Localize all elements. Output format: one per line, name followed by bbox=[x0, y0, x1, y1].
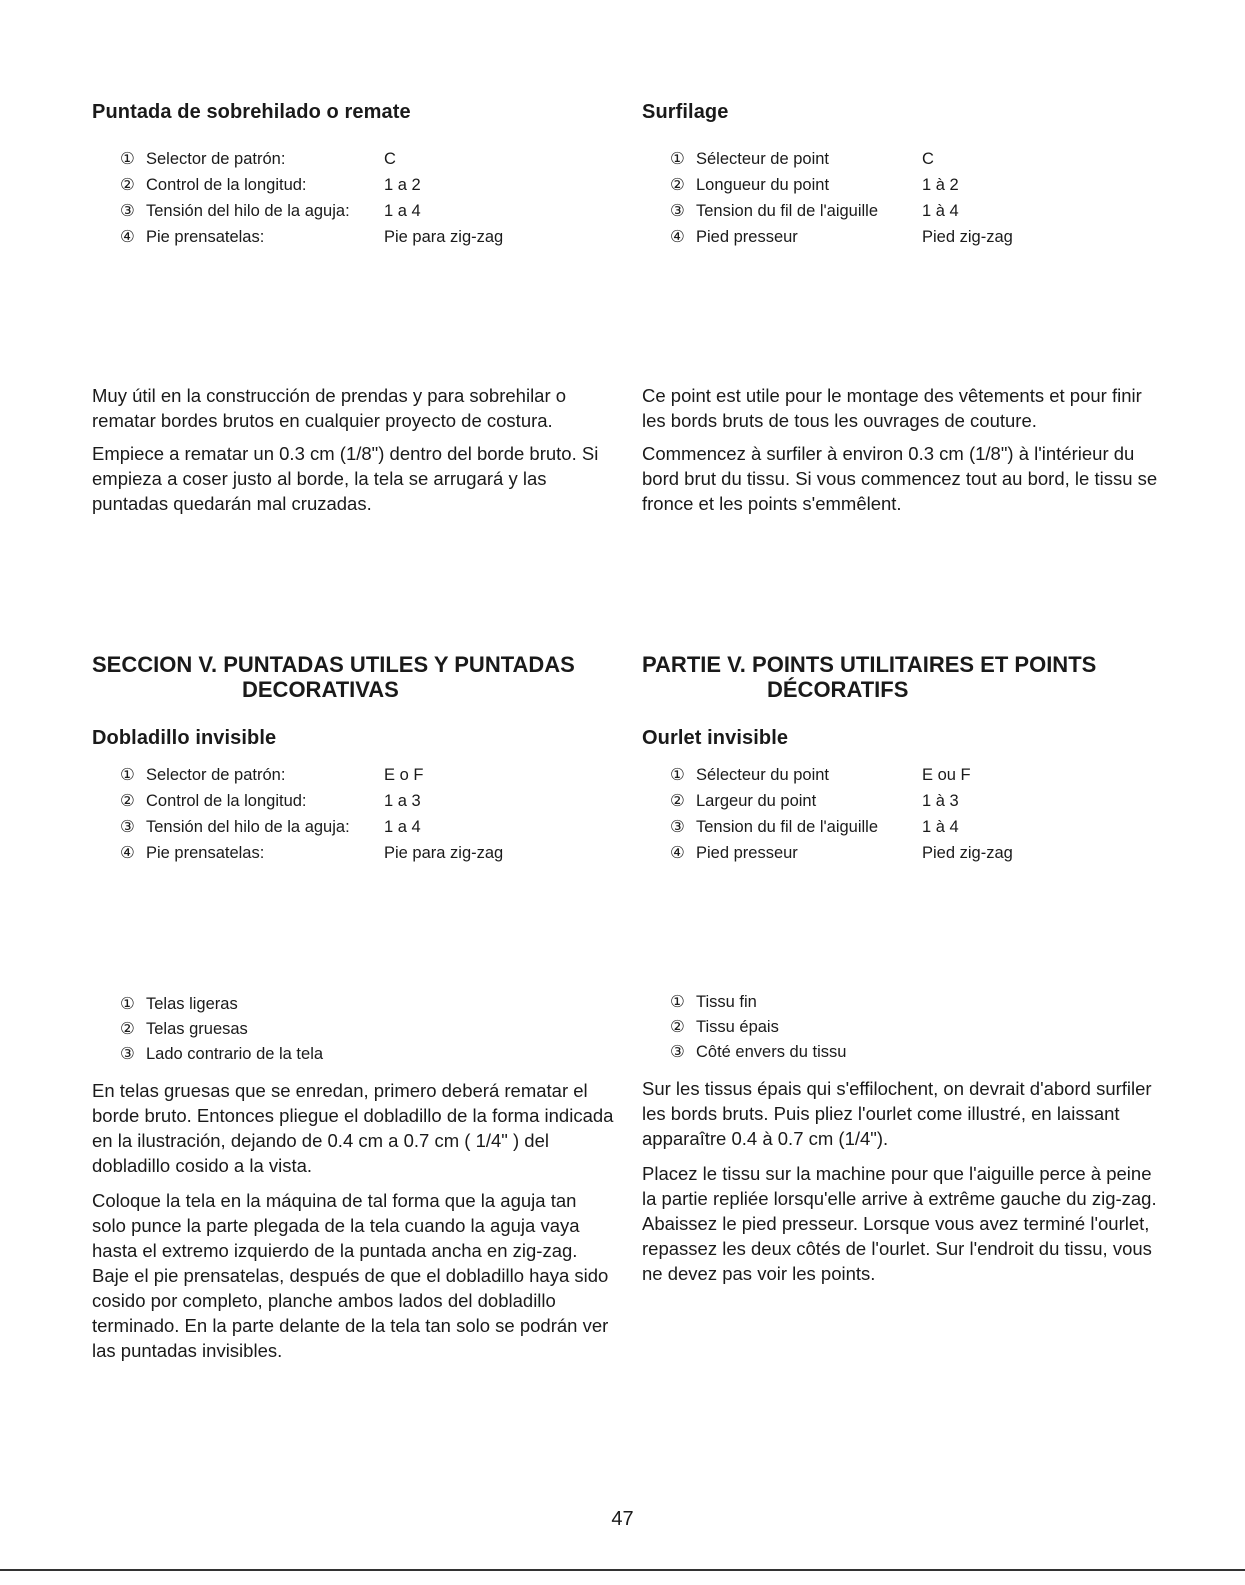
step-number: ② bbox=[120, 176, 135, 194]
fr-overlock-title: Surfilage bbox=[642, 101, 729, 123]
setting-value: Pied zig-zag bbox=[922, 228, 1013, 246]
step-number: ① bbox=[670, 150, 685, 168]
legend-number: ② bbox=[670, 1018, 685, 1036]
section-line-1: SECCION V. PUNTADAS UTILES Y PUNTADAS bbox=[92, 652, 575, 677]
setting-label: Selector de patrón: bbox=[146, 150, 286, 168]
legend-item bbox=[120, 1017, 323, 1042]
settings-row bbox=[120, 146, 600, 172]
setting-value: E ou F bbox=[922, 766, 971, 784]
legend-number: ② bbox=[120, 1020, 135, 1038]
settings-row bbox=[120, 224, 600, 250]
settings-row bbox=[120, 198, 600, 224]
legend-item bbox=[120, 992, 323, 1017]
legend-item bbox=[120, 1042, 323, 1067]
setting-label: Tensión del hilo de la aguja: bbox=[146, 202, 350, 220]
step-number: ② bbox=[670, 792, 685, 810]
settings-row bbox=[120, 762, 600, 788]
paragraph: Ce point est utile pour le montage des vêtements et pour finir les bords bruts de tous les ouvrages de couture. bbox=[642, 385, 1142, 431]
fr-blind-text bbox=[642, 1076, 1167, 1294]
settings-row bbox=[120, 788, 600, 814]
es-section-heading bbox=[92, 652, 632, 702]
fr-overlock-settings bbox=[670, 146, 1150, 250]
fr-blind-title: Ourlet invisible bbox=[642, 727, 789, 749]
fr-section-heading bbox=[642, 652, 1202, 702]
setting-value: 1 a 2 bbox=[384, 176, 421, 194]
setting-label: Sélecteur de point bbox=[696, 150, 830, 168]
legend-label: Tissu épais bbox=[696, 1018, 779, 1036]
step-number: ④ bbox=[120, 228, 135, 246]
es-blind-legend bbox=[120, 992, 323, 1067]
setting-label: Pied presseur bbox=[696, 844, 798, 862]
fr-overlock-text bbox=[642, 383, 1162, 524]
step-number: ① bbox=[120, 150, 135, 168]
legend-item bbox=[670, 1040, 846, 1065]
setting-label: Tension du fil de l'aiguille bbox=[696, 818, 879, 836]
setting-value: 1 à 4 bbox=[922, 202, 959, 220]
section-line-1: PARTIE V. POINTS UTILITAIRES ET POINTS bbox=[642, 652, 1097, 677]
es-overlock-title: Puntada de sobrehilado o remate bbox=[92, 101, 411, 123]
settings-row bbox=[670, 198, 1150, 224]
setting-label: Pied presseur bbox=[696, 228, 798, 246]
legend-label: Côté envers du tissu bbox=[696, 1043, 847, 1061]
paragraph: Muy útil en la construcción de prendas y para sobrehilar o rematar bordes brutos en cualquier proyecto de costura. bbox=[92, 385, 567, 431]
setting-label: Tension du fil de l'aiguille bbox=[696, 202, 879, 220]
legend-label: Tissu fin bbox=[696, 993, 757, 1011]
setting-label: Largeur du point bbox=[696, 792, 817, 810]
setting-value: Pie para zig-zag bbox=[384, 228, 504, 246]
setting-value: Pie para zig-zag bbox=[384, 844, 504, 862]
setting-label: Longueur du point bbox=[696, 176, 830, 194]
step-number: ③ bbox=[670, 202, 685, 220]
setting-value: Pied zig-zag bbox=[922, 844, 1013, 862]
legend-label: Telas ligeras bbox=[146, 995, 238, 1013]
es-overlock-text bbox=[92, 383, 607, 524]
settings-row bbox=[670, 814, 1150, 840]
step-number: ④ bbox=[670, 844, 685, 862]
step-number: ② bbox=[120, 792, 135, 810]
setting-label: Pie prensatelas: bbox=[146, 228, 265, 246]
setting-value: 1 à 2 bbox=[922, 176, 959, 194]
settings-row bbox=[120, 840, 600, 866]
step-number: ④ bbox=[670, 228, 685, 246]
setting-label: Tensión del hilo de la aguja: bbox=[146, 818, 350, 836]
section-line-2: DÉCORATIFS bbox=[767, 677, 909, 702]
setting-value: E o F bbox=[384, 766, 424, 784]
setting-value: 1 à 4 bbox=[922, 818, 959, 836]
settings-row bbox=[120, 172, 600, 198]
settings-row bbox=[670, 172, 1150, 198]
settings-row bbox=[670, 146, 1150, 172]
paragraph: Empiece a rematar un 0.3 cm (1/8") dentro del borde bruto. Si empieza a coser justo al borde, la tela se arrugará y las puntadas quedarán mal cruzadas. bbox=[92, 443, 599, 514]
setting-label: Sélecteur du point bbox=[696, 766, 830, 784]
settings-row bbox=[670, 788, 1150, 814]
legend-number: ③ bbox=[670, 1043, 685, 1061]
step-number: ② bbox=[670, 176, 685, 194]
legend-label: Lado contrario de la tela bbox=[146, 1045, 324, 1063]
settings-row bbox=[120, 814, 600, 840]
fr-blind-settings bbox=[670, 762, 1150, 866]
es-blind-settings bbox=[120, 762, 600, 866]
es-overlock-settings bbox=[120, 146, 600, 250]
legend-item bbox=[670, 1015, 846, 1040]
step-number: ③ bbox=[120, 818, 135, 836]
settings-row bbox=[670, 224, 1150, 250]
es-blind-text bbox=[92, 1078, 614, 1371]
setting-value: C bbox=[384, 150, 396, 168]
section-line-2: DECORATIVAS bbox=[242, 677, 399, 702]
setting-value: 1 a 4 bbox=[384, 818, 421, 836]
legend-number: ③ bbox=[120, 1045, 135, 1063]
setting-value: 1 à 3 bbox=[922, 792, 959, 810]
legend-item bbox=[670, 990, 846, 1015]
setting-label: Control de la longitud: bbox=[146, 176, 307, 194]
legend-label: Telas gruesas bbox=[146, 1020, 248, 1038]
setting-value: C bbox=[922, 150, 934, 168]
setting-label: Pie prensatelas: bbox=[146, 844, 265, 862]
fr-blind-legend bbox=[670, 990, 846, 1065]
paragraph: En telas gruesas que se enredan, primero deberá rematar el borde bruto. Entonces pliegue el dobladillo de la forma indicada en la ilustración, dejando de 0.4 cm a 0.7 cm ( 1/4" ) del dobladillo cosido a la vista. bbox=[92, 1080, 614, 1176]
legend-number: ① bbox=[670, 993, 685, 1011]
settings-row bbox=[670, 840, 1150, 866]
step-number: ③ bbox=[120, 202, 135, 220]
step-number: ① bbox=[120, 766, 135, 784]
page-number: 47 bbox=[611, 1508, 634, 1530]
bottom-divider bbox=[0, 1569, 1245, 1571]
paragraph: Commencez à surfiler à environ 0.3 cm (1/8") à l'intérieur du bord brut du tissu. Si vous commencez tout au bord, le tissu se fronce et les points s'emmêlent. bbox=[642, 443, 1158, 514]
paragraph: Placez le tissu sur la machine pour que l'aiguille perce à peine la partie repliée lorsqu'elle arrive à extrême gauche du zig-zag. Abaissez le pied presseur. Lorsque vous avez terminé l'ourlet, repassez les deux côtés de l'ourlet. Sur l'endroit du tissu, vous ne devez pas voir les points. bbox=[642, 1163, 1157, 1284]
es-blind-title: Dobladillo invisible bbox=[92, 727, 277, 749]
paragraph: Coloque la tela en la máquina de tal forma que la aguja tan solo punce la parte plegada de la tela cuando la aguja vaya hasta el extremo izquierdo de la puntada ancha en zig-zag. Baje el pie prensatelas, después de que el dobladillo haya sido cosido por completo, planche ambos lados del dobladillo terminado. En la parte delante de la tela tan solo se podrán ver las puntadas invisibles. bbox=[92, 1190, 609, 1361]
step-number: ③ bbox=[670, 818, 685, 836]
setting-value: 1 a 4 bbox=[384, 202, 421, 220]
step-number: ① bbox=[670, 766, 685, 784]
setting-label: Control de la longitud: bbox=[146, 792, 307, 810]
setting-value: 1 a 3 bbox=[384, 792, 421, 810]
legend-number: ① bbox=[120, 995, 135, 1013]
paragraph: Sur les tissus épais qui s'effilochent, on devrait d'abord surfiler les bords bruts. Puis pliez l'ourlet come illustré, en laissant apparaître 0.4 à 0.7 cm (1/4"). bbox=[642, 1078, 1152, 1149]
step-number: ④ bbox=[120, 844, 135, 862]
setting-label: Selector de patrón: bbox=[146, 766, 286, 784]
settings-row bbox=[670, 762, 1150, 788]
